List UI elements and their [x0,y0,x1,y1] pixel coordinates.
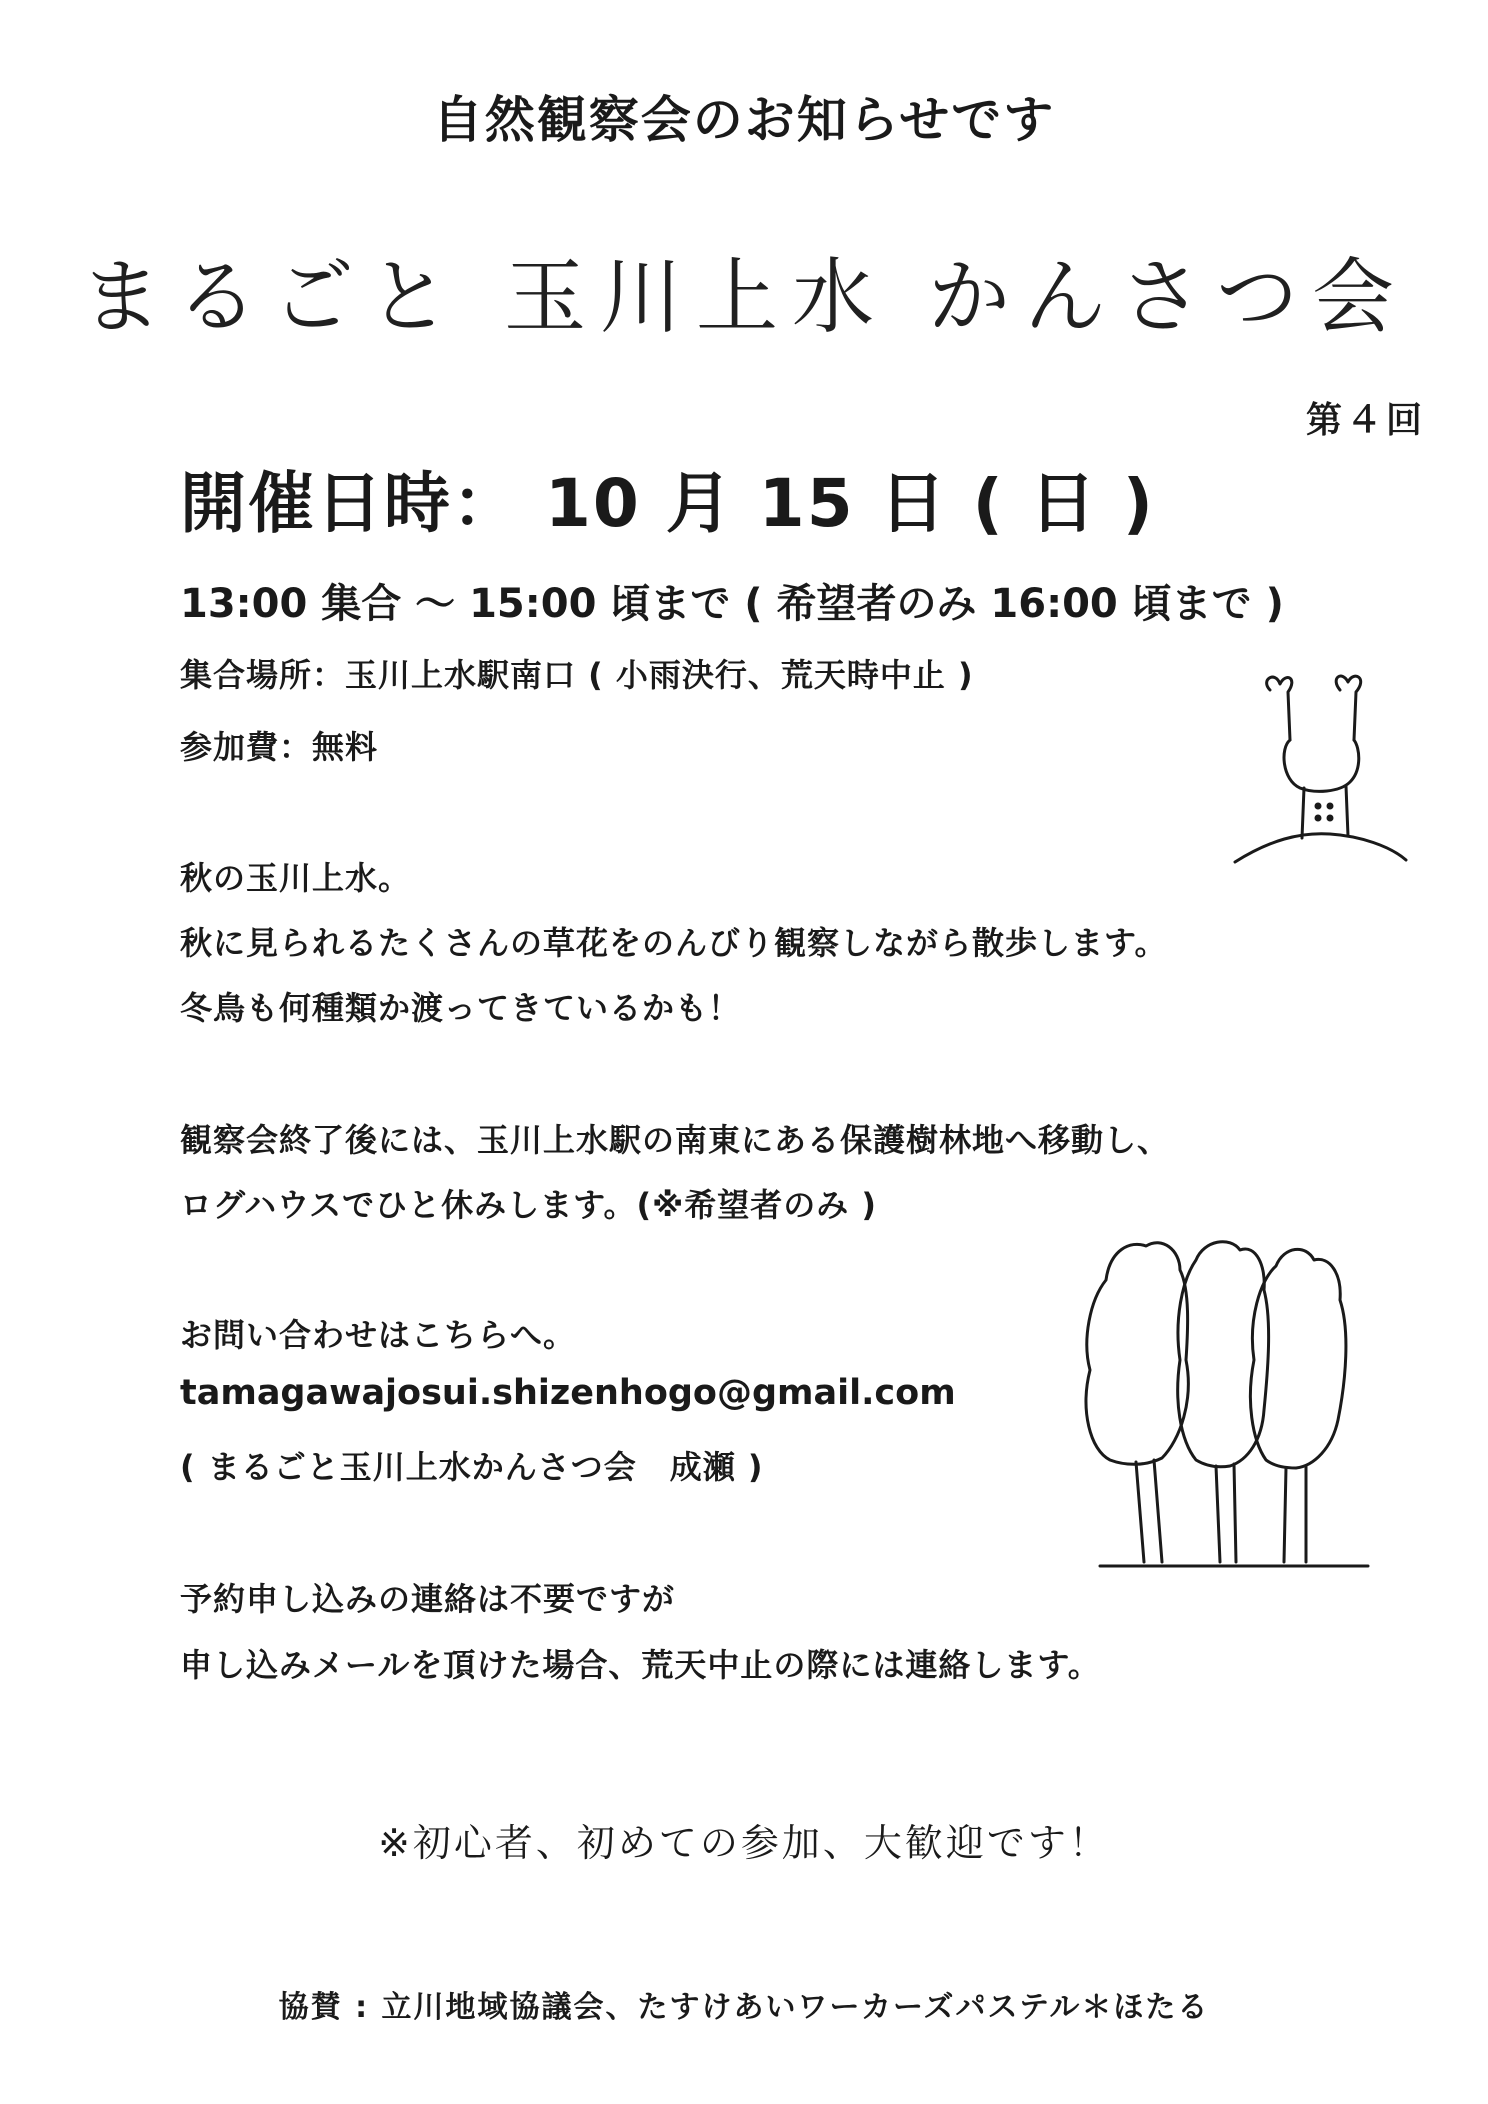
contact-heading: お問い合わせはこちらへ。 [180,1316,577,1354]
meeting-place: 集合場所：玉川上水駅南口 ( 小雨決行、荒天時中止 ) [180,656,974,694]
trees-icon [1070,1210,1380,1580]
sponsor-line: 協賛 : 立川地域協議会、たすけあいワーカーズパステル＊ほたる [278,1990,1210,2025]
edition-label: 第４回 [1305,400,1426,441]
intro-line: 秋の玉川上水。 [180,859,412,897]
reservation-line: 申し込みメールを頂けた場合、荒天中止の際には連絡します。 [180,1646,1101,1684]
contact-email[interactable]: tamagawajosui.shizenhogo@gmail.com [180,1373,956,1413]
intro-line: 冬鳥も何種類か渡ってきているかも！ [180,989,742,1027]
contact-name: ( まるごと玉川上水かんさつ会 成瀬 ) [180,1448,764,1486]
flyer-title: まるごと 玉川上水 かんさつ会 [79,250,1409,345]
after-event-line: 観察会終了後には、玉川上水駅の南東にある保護樹林地へ移動し、 [180,1121,1171,1159]
intro-line: 秋に見られるたくさんの草花をのんびり観察しながら散歩します。 [180,924,1168,962]
welcome-note: ※初心者、初めての参加、大歓迎です！ [378,1821,1110,1865]
event-date: 開催日時： 10 月 15 日 ( 日 ) [180,465,1155,542]
reservation-line: 予約申し込みの連絡は不要ですが [180,1580,676,1618]
after-event-line: ログハウスでひと休みします。(※希望者のみ ) [180,1186,878,1224]
rabbit-on-hill-icon [1230,670,1410,870]
fee-line: 参加費：無料 [180,728,379,766]
event-time: 13:00 集合 〜 15:00 頃まで ( 希望者のみ 16:00 頃まで ) [180,581,1284,627]
flyer-subtitle: 自然観察会のお知らせです [432,91,1056,149]
